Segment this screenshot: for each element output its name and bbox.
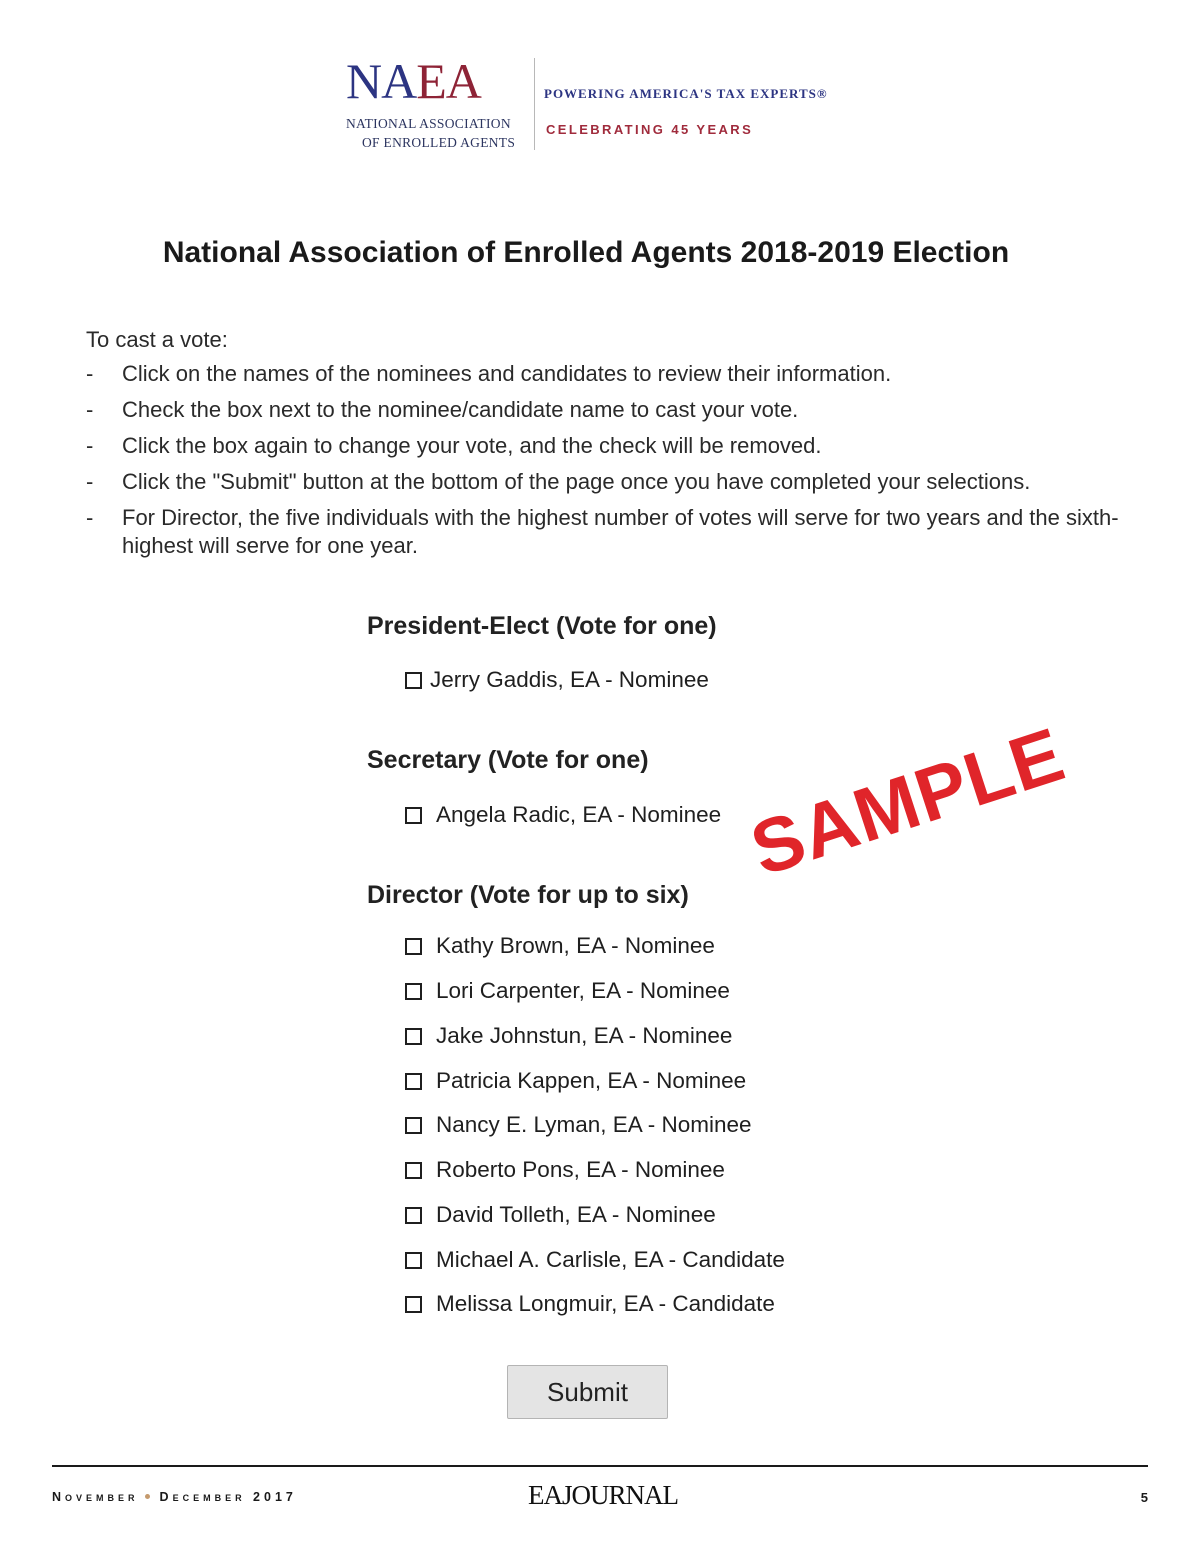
checkbox[interactable]	[405, 1296, 422, 1313]
ballot-option-kathy-brown[interactable]	[405, 931, 715, 961]
page-number: 5	[1140, 1490, 1148, 1505]
ballot-option-lori-carpenter[interactable]	[405, 976, 730, 1006]
instructions	[86, 324, 1136, 568]
ballot-option-david-tolleth[interactable]	[405, 1200, 716, 1230]
naea-logo	[344, 53, 844, 156]
logo-letter: N	[346, 53, 382, 109]
ballot-option-melissa-longmuir[interactable]	[405, 1289, 775, 1319]
option-label[interactable]: Melissa Longmuir, EA - Candidate	[436, 1291, 775, 1316]
checkbox[interactable]	[405, 807, 422, 824]
footer-rule	[52, 1465, 1148, 1467]
option-label[interactable]: Patricia Kappen, EA - Nominee	[436, 1068, 747, 1093]
option-label[interactable]: Nancy E. Lyman, EA - Nominee	[436, 1112, 752, 1137]
instruction-text: Click on the names of the nominees and candidates to review their information.	[122, 361, 892, 386]
option-label[interactable]: Kathy Brown, EA - Nominee	[436, 933, 715, 958]
bullet-dash: -	[86, 397, 94, 422]
instruction-item	[86, 360, 1136, 388]
page-title: National Association of Enrolled Agents 2018-2019 Election	[162, 236, 1010, 269]
ballot-option-patricia-kappen[interactable]	[405, 1066, 746, 1096]
instructions-intro: To cast a vote:	[86, 327, 228, 352]
logo-anniversary: CELEBRATING 45 YEARS	[546, 122, 754, 137]
option-label[interactable]: Angela Radic, EA - Nominee	[436, 802, 722, 827]
ballot-option-nancy-lyman[interactable]	[405, 1110, 752, 1140]
logo-org-name	[346, 114, 528, 152]
logo-tagline: POWERING AMERICA'S TAX EXPERTS®	[544, 86, 828, 101]
ballot-option-jerry-gaddis[interactable]	[405, 665, 709, 695]
bullet-dash: -	[86, 505, 94, 530]
bullet-dash: -	[86, 433, 94, 458]
checkbox[interactable]	[405, 1073, 422, 1090]
instruction-item	[86, 432, 1136, 460]
instruction-item	[86, 468, 1136, 496]
journal-logo-ea: EA	[528, 1480, 562, 1510]
option-label[interactable]: Jerry Gaddis, EA - Nominee	[430, 667, 709, 692]
logo-letter: A	[381, 53, 417, 109]
journal-logo-journal: JOURNAL	[562, 1480, 679, 1510]
instruction-text: Click the box again to change your vote, and the check will be removed.	[122, 433, 822, 458]
logo-org-line1: NATIONAL ASSOCIATION	[346, 116, 511, 131]
checkbox[interactable]	[405, 1117, 422, 1134]
instruction-item	[86, 396, 1136, 424]
ballot-option-jake-johnstun[interactable]	[405, 1021, 732, 1051]
ea-journal-logo	[528, 1480, 678, 1511]
president-elect-heading: President-Elect (Vote for one)	[367, 612, 717, 640]
footer-issue-date	[52, 1490, 297, 1504]
ballot-option-roberto-pons[interactable]	[405, 1155, 725, 1185]
footer-month-start: November	[52, 1490, 139, 1504]
secretary-heading: Secretary (Vote for one)	[367, 746, 649, 774]
checkbox[interactable]	[405, 672, 422, 689]
option-label[interactable]: Lori Carpenter, EA - Nominee	[436, 978, 730, 1003]
ballot-option-angela-radic[interactable]	[405, 800, 721, 830]
option-label[interactable]: Michael A. Carlisle, EA - Candidate	[436, 1247, 785, 1272]
checkbox[interactable]	[405, 1207, 422, 1224]
checkbox[interactable]	[405, 1252, 422, 1269]
logo-letter: A	[445, 53, 481, 109]
checkbox[interactable]	[405, 1162, 422, 1179]
footer-month-end: December 2017	[159, 1490, 297, 1504]
checkbox[interactable]	[405, 938, 422, 955]
checkbox[interactable]	[405, 983, 422, 1000]
checkbox[interactable]	[405, 1028, 422, 1045]
option-label[interactable]: Jake Johnstun, EA - Nominee	[436, 1023, 733, 1048]
logo-divider	[534, 58, 535, 150]
footer-dot-separator	[145, 1494, 150, 1499]
logo-org-line2: OF ENROLLED AGENTS	[362, 135, 516, 150]
sample-watermark: SAMPLE	[741, 711, 1075, 893]
ballot-option-michael-carlisle[interactable]	[405, 1245, 785, 1275]
logo-letter: E	[416, 53, 446, 109]
submit-button[interactable]: Submit	[507, 1365, 668, 1419]
bullet-dash: -	[86, 469, 94, 494]
option-label[interactable]: Roberto Pons, EA - Nominee	[436, 1157, 725, 1182]
instruction-text: Check the box next to the nominee/candidate name to cast your vote.	[122, 397, 799, 422]
instruction-text: For Director, the five individuals with the highest number of votes will serve for two years and the sixth-highest will serve for one year.	[122, 505, 1119, 558]
option-label[interactable]: David Tolleth, EA - Nominee	[436, 1202, 716, 1227]
instruction-item	[86, 504, 1136, 560]
instruction-text: Click the "Submit" button at the bottom of the page once you have completed your selections.	[122, 469, 1031, 494]
logo-acronym	[346, 53, 481, 109]
bullet-dash: -	[86, 361, 94, 386]
director-heading: Director (Vote for up to six)	[367, 881, 689, 909]
